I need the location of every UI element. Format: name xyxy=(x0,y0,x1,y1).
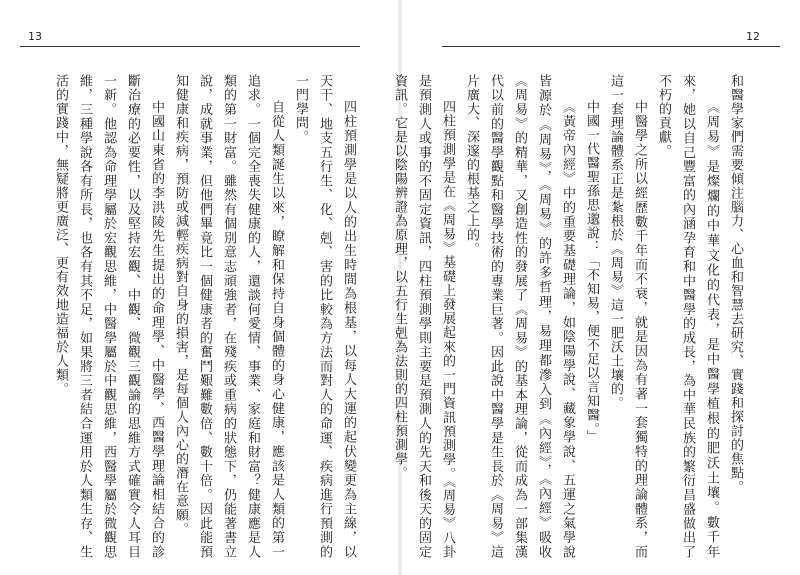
paragraph: 中國山東省的李洪陵先生提出的命理學、中醫學、西醫學理論相結合的診斷治療的必要性，以及堅持宏觀、中觀、微觀三觀論的思維方式確實令人耳目一新。他認為命理學屬於宏觀思維，中醫學屬於中觀思維，西醫學屬於微觀思維，三種學說各有所長，也各有其不足，如果將三者結合運用於人類生存、生活的實踐中，無疑將更廣泛、更有效地造福於人類。 xyxy=(53,74,164,559)
page-number: 12 xyxy=(746,30,760,43)
paragraph: 《黃帝內經》中的重要基礎理論，如陰陽學說、藏象學說、五運之氣學說皆源於《周易》，《周易》的許多哲理，易理都滲入到《內經》，《內經》吸收《周易》的精華，又創造性的發展了《周易》的基本理論，從而成為一部集漢代以前的醫學觀點和醫學技術的專業巨著。因此說中醫學是生長於《周易》這片廣大、深邃的根基之上的。 xyxy=(464,74,575,559)
paragraph: 自從人類誕生以來，瞭解和保持自身個體的身心健康，應該是人類的第一追求。一個完全喪失健康的人，還談何愛情、事業、家庭和財富？健康應是人類的第一財富。雖然有個別意志頑強者，在殘疾或重病的狀態下，仍能著書立說，成就事業，但他們畢竟比一個健康者的奮鬥艱難數倍、數十倍。因此能預知健康和疾病，預防或減輕疾病對自身的損害，是每個人內心的潛在意願。 xyxy=(173,74,284,559)
paragraph: 中國一代醫聖孫思邈說：「不知易，便不足以言知醫。」 xyxy=(584,100,599,444)
header-rule xyxy=(20,46,360,47)
paragraph: 四柱預測學是以人的出生時間為根基，以每人大運的起伏變更為主線，以天干、地支五行生、化、剋、害的比較為方法而對人的命運、疾病進行預測的一門學問。 xyxy=(293,74,356,559)
paragraph: 四柱預測學是在《周易》基礎上發展起來的一門資訊預測學。《周易》八卦是預測人或事的不固定資訊，四柱預測學則主要是預測人的先天和後天的固定資訊。它是以陰陽辨證為原理，以五行生剋為法則的四柱預測學。 xyxy=(392,74,455,559)
paragraph: 中醫學之所以經歷數千年而不衰，就是因為有著一套獨特的理論體系，而這一套理論體系正是紮根於《周易》這一肥沃土壤的。 xyxy=(608,74,647,559)
right-page xyxy=(392,0,800,575)
page-number: 13 xyxy=(28,30,42,43)
left-page-body xyxy=(55,74,360,559)
paragraph-continued: 和醫學家們需要傾注腦力、心血和智慧去研究、實踐和探討的焦點。 xyxy=(728,74,743,494)
right-page-body xyxy=(392,74,747,559)
header-rule xyxy=(442,46,780,47)
left-page xyxy=(0,0,398,575)
paragraph: 《周易》是燦爛的中華文化的代表，是中醫學植根的肥沃土壤。數千年來，她以自己豐富的內涵孕育和中醫學的成長，為中華民族的繁衍昌盛做出了不朽的貢獻。 xyxy=(656,74,719,559)
